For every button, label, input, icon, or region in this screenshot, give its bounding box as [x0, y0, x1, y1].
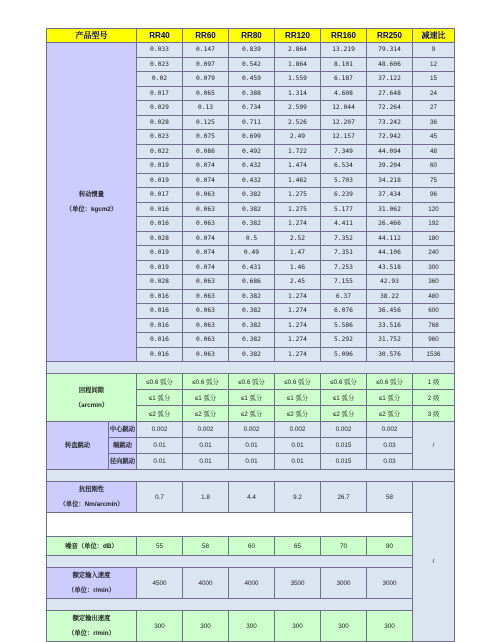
inertia-value: 0.382 — [229, 188, 275, 203]
inertia-value: 0.699 — [229, 130, 275, 145]
noise-value: 65 — [275, 537, 321, 556]
inertia-value: 1.314 — [275, 86, 321, 101]
inertia-ratio: 60 — [413, 159, 455, 174]
inertia-value: 0.711 — [229, 115, 275, 130]
header-model-rr250: RR250 — [367, 29, 413, 43]
output-speed-value: 300 — [367, 611, 413, 642]
inertia-value: 12.044 — [321, 101, 367, 116]
inertia-value: 1.722 — [275, 144, 321, 159]
inertia-value: 0.542 — [229, 57, 275, 72]
inertia-value: 0.734 — [229, 101, 275, 116]
header-model-rr120: RR120 — [275, 29, 321, 43]
inertia-value: 0.432 — [229, 173, 275, 188]
inertia-ratio: 192 — [413, 217, 455, 232]
inertia-value: 0.065 — [183, 86, 229, 101]
runout-value: 0.01 — [183, 454, 229, 470]
inertia-value: 1.274 — [275, 333, 321, 348]
inertia-value: 5.177 — [321, 202, 367, 217]
inertia-value: 0.063 — [183, 289, 229, 304]
backlash-value: ≤0.6 弧分 — [137, 374, 183, 390]
inertia-value: 0.382 — [229, 318, 275, 333]
runout-value: 0.01 — [229, 438, 275, 454]
output-speed-label-line-1: 额定输出速度 — [72, 615, 111, 622]
inertia-value: 7.352 — [321, 231, 367, 246]
runout-value: 0.002 — [183, 422, 229, 438]
inertia-value: 12.207 — [321, 115, 367, 130]
input-speed-value: 3000 — [321, 568, 367, 599]
header-model-rr40: RR40 — [137, 29, 183, 43]
backlash-grade: 2 级 — [413, 390, 455, 406]
inertia-ratio: 48 — [413, 144, 455, 159]
inertia-value: 44.094 — [367, 144, 413, 159]
inertia-ratio: 768 — [413, 318, 455, 333]
inertia-value: 27.648 — [367, 86, 413, 101]
inertia-value: 0.074 — [183, 246, 229, 261]
inertia-value: 79.314 — [367, 43, 413, 58]
inertia-value: 48.606 — [367, 57, 413, 72]
inertia-value: 0.028 — [137, 231, 183, 246]
backlash-label-line-1: 回程间隙 — [78, 386, 105, 394]
inertia-value: 0.079 — [183, 72, 229, 87]
section-separator — [47, 556, 413, 568]
inertia-ratio: 240 — [413, 246, 455, 261]
runout-sub-label: 径向跳动 — [109, 454, 137, 470]
runout-value: 0.03 — [367, 438, 413, 454]
inertia-value: 2.599 — [275, 101, 321, 116]
inertia-value: 2.526 — [275, 115, 321, 130]
inertia-value: 0.086 — [183, 144, 229, 159]
inertia-value: 0.016 — [137, 318, 183, 333]
output-speed-label — [47, 611, 137, 642]
inertia-ratio: 480 — [413, 289, 455, 304]
noise-value: 70 — [321, 537, 367, 556]
runout-sub-label: 中心跳动 — [109, 422, 137, 438]
inertia-value: 0.382 — [229, 333, 275, 348]
runout-ratio: / — [413, 422, 455, 470]
inertia-value: 0.13 — [183, 101, 229, 116]
inertia-value: 44.106 — [367, 246, 413, 261]
inertia-value: 43.518 — [367, 260, 413, 275]
bottom-ratio: / — [413, 482, 455, 642]
inertia-value: 0.147 — [183, 43, 229, 58]
backlash-value: ≤1 弧分 — [183, 390, 229, 406]
runout-value: 0.01 — [137, 438, 183, 454]
inertia-value: 0.382 — [229, 202, 275, 217]
inertia-value: 72.264 — [367, 101, 413, 116]
inertia-ratio: 300 — [413, 260, 455, 275]
inertia-value: 0.028 — [137, 275, 183, 290]
inertia-value: 39.204 — [367, 159, 413, 174]
stiffness-label-line-2: （单位：Nm/arcmin） — [59, 501, 124, 508]
inertia-value: 4.608 — [321, 86, 367, 101]
header-model-rr160: RR160 — [321, 29, 367, 43]
noise-label: 噪音（单位：dB） — [47, 537, 137, 556]
inertia-value: 0.019 — [137, 173, 183, 188]
inertia-value: 0.063 — [183, 304, 229, 319]
inertia-value: 0.097 — [183, 57, 229, 72]
inertia-ratio: 360 — [413, 275, 455, 290]
inertia-value: 7.351 — [321, 246, 367, 261]
inertia-value: 0.382 — [229, 304, 275, 319]
runout-value: 0.002 — [321, 422, 367, 438]
stiffness-value: 1.8 — [183, 482, 229, 513]
backlash-value: ≤0.6 弧分 — [367, 374, 413, 390]
inertia-ratio: 9 — [413, 43, 455, 58]
inertia-value: 0.016 — [137, 202, 183, 217]
inertia-value: 1.274 — [275, 304, 321, 319]
backlash-value: ≤1 弧分 — [367, 390, 413, 406]
runout-value: 0.01 — [275, 454, 321, 470]
spacer-row — [47, 513, 413, 537]
input-speed-value: 4500 — [137, 568, 183, 599]
inertia-value: 0.029 — [137, 101, 183, 116]
inertia-value: 0.016 — [137, 217, 183, 232]
backlash-value: ≤1 弧分 — [137, 390, 183, 406]
inertia-ratio: 1536 — [413, 347, 455, 362]
inertia-value: 4.411 — [321, 217, 367, 232]
output-speed-value: 300 — [321, 611, 367, 642]
backlash-value: ≤0.6 弧分 — [183, 374, 229, 390]
inertia-value: 0.839 — [229, 43, 275, 58]
inertia-value: 0.382 — [229, 347, 275, 362]
inertia-value: 12.157 — [321, 130, 367, 145]
inertia-value: 5.703 — [321, 173, 367, 188]
inertia-value: 0.02 — [137, 72, 183, 87]
inertia-value: 0.492 — [229, 144, 275, 159]
inertia-value: 1.474 — [275, 159, 321, 174]
runout-value: 0.002 — [229, 422, 275, 438]
inertia-ratio: 36 — [413, 115, 455, 130]
inertia-value: 6.239 — [321, 188, 367, 203]
inertia-ratio: 600 — [413, 304, 455, 319]
inertia-value: 0.023 — [137, 57, 183, 72]
inertia-value: 0.074 — [183, 159, 229, 174]
inertia-value: 0.023 — [137, 130, 183, 145]
stiffness-label — [47, 482, 137, 513]
inertia-value: 0.063 — [183, 318, 229, 333]
inertia-value: 2.52 — [275, 231, 321, 246]
inertia-value: 0.459 — [229, 72, 275, 87]
header-model-label: 产品型号 — [47, 29, 137, 43]
inertia-value: 0.028 — [137, 115, 183, 130]
inertia-value: 42.93 — [367, 275, 413, 290]
inertia-value: 0.063 — [183, 275, 229, 290]
inertia-value: 0.016 — [137, 347, 183, 362]
inertia-value: 6.187 — [321, 72, 367, 87]
inertia-value: 0.5 — [229, 231, 275, 246]
inertia-label-line-2: （单位：kgcm2） — [65, 206, 118, 213]
input-speed-value: 4000 — [183, 568, 229, 599]
runout-value: 0.01 — [183, 438, 229, 454]
inertia-value: 0.033 — [137, 43, 183, 58]
section-separator — [47, 362, 455, 374]
inertia-value: 1.274 — [275, 289, 321, 304]
inertia-value: 0.432 — [229, 159, 275, 174]
inertia-label — [47, 43, 137, 362]
inertia-value: 0.063 — [183, 202, 229, 217]
inertia-value: 0.431 — [229, 260, 275, 275]
output-speed-value: 300 — [229, 611, 275, 642]
runout-value: 0.015 — [321, 438, 367, 454]
inertia-value: 0.063 — [183, 188, 229, 203]
inertia-value: 1.47 — [275, 246, 321, 261]
input-speed-value: 4000 — [229, 568, 275, 599]
input-speed-label-line-2: （单位：r/min） — [68, 587, 115, 594]
backlash-value: ≤1 弧分 — [229, 390, 275, 406]
header-model-rr80: RR80 — [229, 29, 275, 43]
inertia-ratio: 24 — [413, 86, 455, 101]
backlash-value: ≤2 弧分 — [367, 406, 413, 422]
backlash-value: ≤0.6 弧分 — [321, 374, 367, 390]
runout-value: 0.03 — [367, 454, 413, 470]
inertia-value: 0.016 — [137, 333, 183, 348]
inertia-value: 1.864 — [275, 57, 321, 72]
stiffness-value: 9.2 — [275, 482, 321, 513]
backlash-value: ≤2 弧分 — [183, 406, 229, 422]
inertia-ratio: 96 — [413, 188, 455, 203]
runout-value: 0.002 — [367, 422, 413, 438]
inertia-value: 2.864 — [275, 43, 321, 58]
noise-value: 80 — [367, 537, 413, 556]
inertia-value: 5.096 — [321, 347, 367, 362]
inertia-value: 26.466 — [367, 217, 413, 232]
inertia-value: 6.076 — [321, 304, 367, 319]
inertia-value: 0.074 — [183, 231, 229, 246]
inertia-value: 38.22 — [367, 289, 413, 304]
backlash-grade: 3 级 — [413, 406, 455, 422]
inertia-value: 0.022 — [137, 144, 183, 159]
inertia-ratio: 180 — [413, 231, 455, 246]
noise-value: 55 — [137, 537, 183, 556]
runout-sub-label: 端跳动 — [109, 438, 137, 454]
inertia-value: 2.45 — [275, 275, 321, 290]
backlash-value: ≤2 弧分 — [229, 406, 275, 422]
inertia-value: 0.388 — [229, 86, 275, 101]
inertia-value: 0.019 — [137, 260, 183, 275]
backlash-value: ≤0.6 弧分 — [229, 374, 275, 390]
backlash-label — [47, 374, 137, 422]
input-speed-value: 3000 — [367, 568, 413, 599]
backlash-value: ≤1 弧分 — [321, 390, 367, 406]
inertia-ratio: 960 — [413, 333, 455, 348]
inertia-value: 13.219 — [321, 43, 367, 58]
runout-value: 0.01 — [137, 454, 183, 470]
section-separator — [47, 599, 413, 611]
inertia-value: 34.218 — [367, 173, 413, 188]
inertia-value: 1.274 — [275, 318, 321, 333]
inertia-value: 0.063 — [183, 217, 229, 232]
inertia-value: 0.063 — [183, 333, 229, 348]
inertia-label-line-1: 转动惯量 — [78, 191, 105, 198]
inertia-value: 73.242 — [367, 115, 413, 130]
inertia-value: 0.016 — [137, 289, 183, 304]
inertia-value: 0.686 — [229, 275, 275, 290]
inertia-ratio: 15 — [413, 72, 455, 87]
inertia-value: 0.016 — [137, 304, 183, 319]
inertia-value: 31.062 — [367, 202, 413, 217]
inertia-value: 30.576 — [367, 347, 413, 362]
output-speed-value: 300 — [137, 611, 183, 642]
backlash-value: ≤0.6 弧分 — [275, 374, 321, 390]
runout-value: 0.002 — [275, 422, 321, 438]
inertia-value: 0.063 — [183, 347, 229, 362]
stiffness-label-line-1: 抗扭刚性 — [78, 486, 105, 493]
inertia-ratio: 27 — [413, 101, 455, 116]
inertia-value: 0.019 — [137, 246, 183, 261]
inertia-value: 2.49 — [275, 130, 321, 145]
runout-label: 转盘跳动 — [47, 422, 109, 470]
backlash-value: ≤2 弧分 — [275, 406, 321, 422]
inertia-value: 0.017 — [137, 188, 183, 203]
inertia-value: 6.534 — [321, 159, 367, 174]
header-model-rr60: RR60 — [183, 29, 229, 43]
inertia-value: 6.37 — [321, 289, 367, 304]
stiffness-value: 4.4 — [229, 482, 275, 513]
inertia-value: 72.942 — [367, 130, 413, 145]
inertia-value: 5.292 — [321, 333, 367, 348]
inertia-value: 0.019 — [137, 159, 183, 174]
inertia-value: 7.253 — [321, 260, 367, 275]
spec-table — [46, 28, 455, 642]
inertia-ratio: 45 — [413, 130, 455, 145]
backlash-label-line-2: （arcmin） — [74, 401, 109, 409]
inertia-value: 1.559 — [275, 72, 321, 87]
inertia-value: 31.752 — [367, 333, 413, 348]
runout-value: 0.01 — [229, 454, 275, 470]
noise-value: 58 — [183, 537, 229, 556]
inertia-value: 0.075 — [183, 130, 229, 145]
inertia-value: 36.456 — [367, 304, 413, 319]
backlash-value: ≤1 弧分 — [275, 390, 321, 406]
inertia-value: 1.275 — [275, 202, 321, 217]
inertia-value: 0.382 — [229, 217, 275, 232]
inertia-ratio: 75 — [413, 173, 455, 188]
inertia-value: 0.49 — [229, 246, 275, 261]
inertia-value: 1.46 — [275, 260, 321, 275]
inertia-ratio: 12 — [413, 57, 455, 72]
inertia-value: 0.074 — [183, 260, 229, 275]
noise-value: 60 — [229, 537, 275, 556]
inertia-value: 1.275 — [275, 188, 321, 203]
backlash-value: ≤2 弧分 — [321, 406, 367, 422]
inertia-value: 8.101 — [321, 57, 367, 72]
input-speed-value: 3500 — [275, 568, 321, 599]
backlash-grade: 1 级 — [413, 374, 455, 390]
inertia-value: 5.586 — [321, 318, 367, 333]
inertia-value: 33.516 — [367, 318, 413, 333]
output-speed-value: 300 — [183, 611, 229, 642]
inertia-value: 7.349 — [321, 144, 367, 159]
section-separator — [47, 470, 455, 482]
input-speed-label-line-1: 额定输入速度 — [72, 572, 111, 579]
inertia-value: 1.462 — [275, 173, 321, 188]
inertia-value: 7.155 — [321, 275, 367, 290]
header-ratio-label: 减速比 — [413, 29, 455, 43]
inertia-value: 0.382 — [229, 289, 275, 304]
backlash-value: ≤2 弧分 — [137, 406, 183, 422]
inertia-value: 37.122 — [367, 72, 413, 87]
output-speed-value: 300 — [275, 611, 321, 642]
stiffness-value: 58 — [367, 482, 413, 513]
inertia-value: 37.434 — [367, 188, 413, 203]
inertia-value: 0.074 — [183, 173, 229, 188]
stiffness-value: 26.7 — [321, 482, 367, 513]
inertia-value: 44.112 — [367, 231, 413, 246]
inertia-value: 0.125 — [183, 115, 229, 130]
runout-value: 0.015 — [321, 454, 367, 470]
inertia-value: 0.017 — [137, 86, 183, 101]
stiffness-value: 0.7 — [137, 482, 183, 513]
runout-value: 0.002 — [137, 422, 183, 438]
inertia-ratio: 120 — [413, 202, 455, 217]
inertia-value: 1.274 — [275, 217, 321, 232]
output-speed-label-line-2: （单位：r/min） — [68, 630, 115, 637]
runout-value: 0.01 — [275, 438, 321, 454]
inertia-value: 1.274 — [275, 347, 321, 362]
